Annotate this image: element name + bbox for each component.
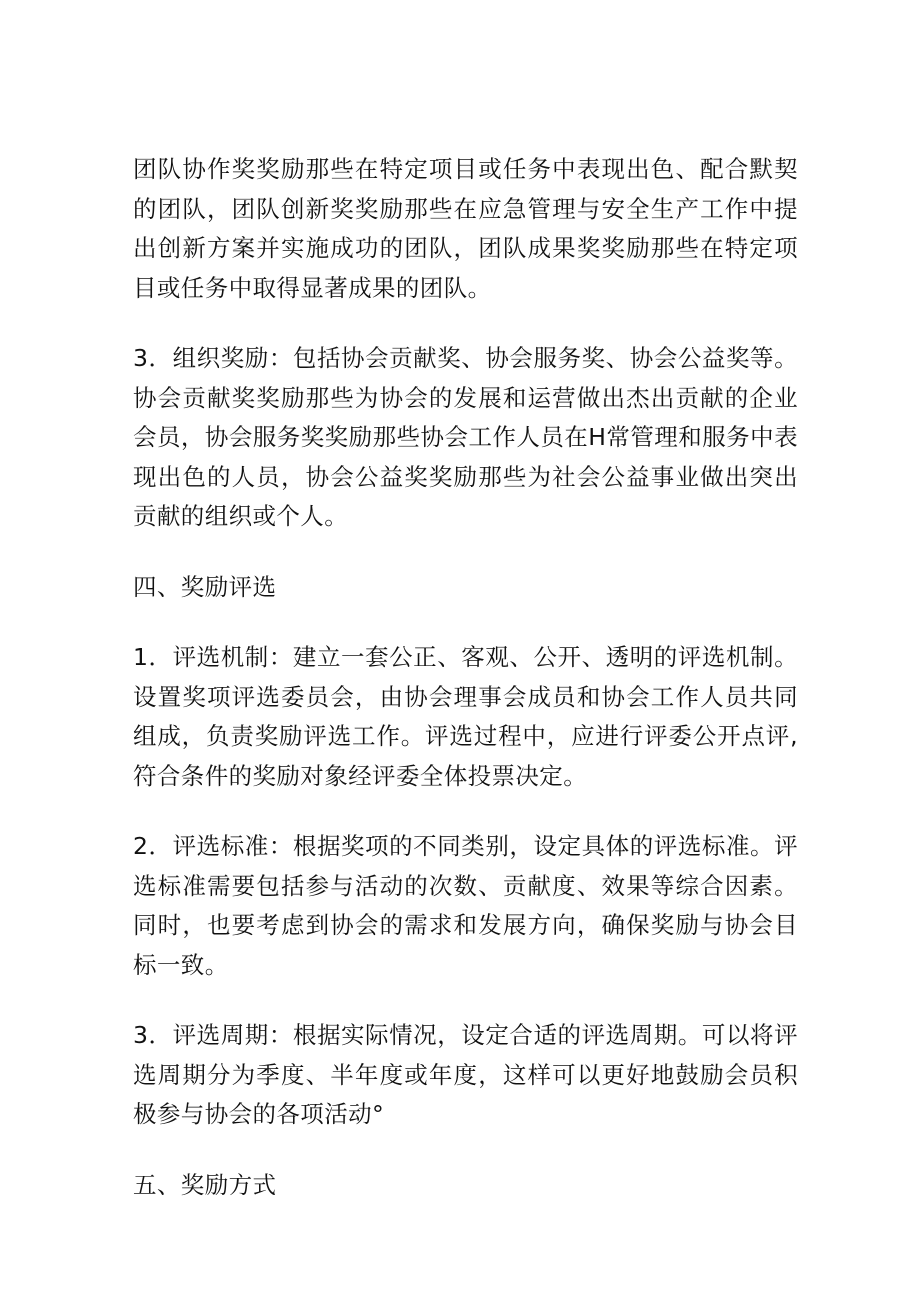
paragraph-gap: [133, 1135, 798, 1166]
paragraph-team-awards: 团队协作奖奖励那些在特定项目或任务中表现出色、配合默契的团队，团队创新奖奖励那些在应急管理与安全生产工作中提出创新方案并实施成功的团队，团队成果奖奖励那些在特定项目或任务中取得显著成果的团队。: [133, 155, 798, 302]
paragraph-selection-cycle: 3．评选周期：根据实际情况，设定合适的评选周期。可以将评选周期分为季度、半年度或年度，这样可以更好地鼓励会员积极参与协会的各项活动°: [133, 1021, 798, 1128]
paragraph-selection-mechanism: 1．评选机制：建立一套公正、客观、公开、透明的评选机制。设置奖项评选委员会，由协会理事会成员和协会工作人员共同组成，负责奖励评选工作。评选过程中，应进行评委公开点评,符合条件的奖励对象经评委全体投票决定。: [133, 643, 798, 790]
document-body: [133, 150, 798, 1205]
paragraph-gap: [133, 985, 798, 1016]
paragraph-gap: [133, 796, 798, 827]
section-heading-award-selection: 四、奖励评选: [133, 572, 277, 601]
paragraph-organization-awards: 3．组织奖励：包括协会贡献奖、协会服务奖、协会公益奖等。协会贡献奖奖励那些为协会的发展和运营做出杰出贡献的企业会员，协会服务奖奖励那些协会工作人员在H常管理和服务中表现出色的人员，协会公益奖奖励那些为社会公益事业做出突出贡献的组织或个人。: [133, 344, 798, 530]
paragraph-gap: [133, 308, 798, 339]
paragraph-selection-criteria: 2．评选标准：根据奖项的不同类别，设定具体的评选标准。评选标准需要包括参与活动的次数、贡献度、效果等综合因素。同时，也要考虑到协会的需求和发展方向，确保奖励与协会目标一致。: [133, 832, 798, 979]
paragraph-gap: [133, 607, 798, 638]
paragraph-gap: [133, 537, 798, 568]
section-heading-award-methods: 五、奖励方式: [133, 1170, 277, 1199]
